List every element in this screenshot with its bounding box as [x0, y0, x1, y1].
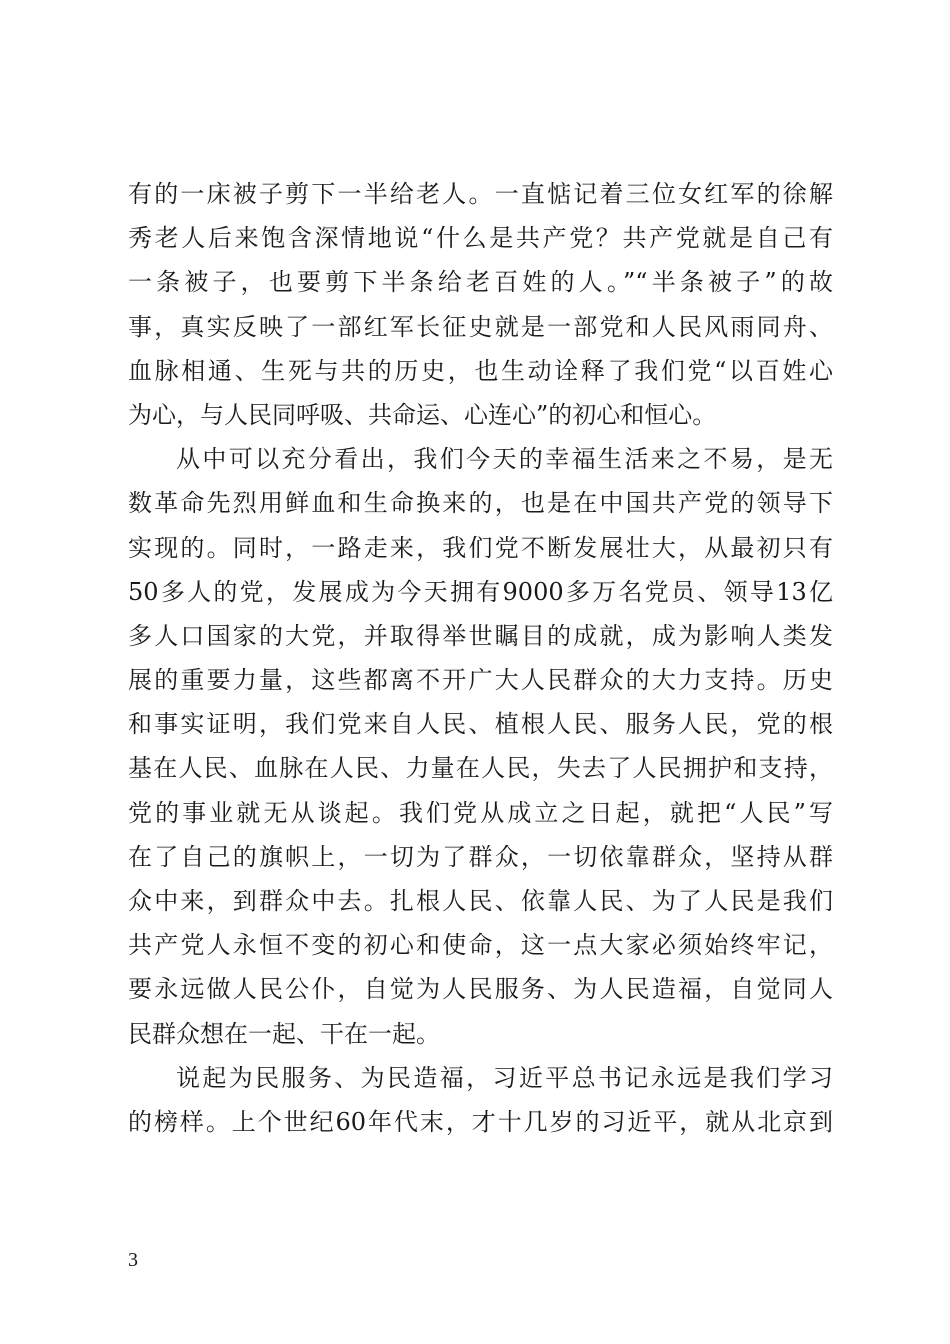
body-text: [128, 172, 833, 1144]
text-line: 一条被子，也要剪下半条给老百姓的人。”“半条被子”的故: [128, 268, 833, 297]
text-line: 共产党人永恒不变的初心和使命，这一点大家必须始终牢记，: [128, 931, 833, 960]
text-line: 血脉相通、生死与共的历史，也生动诠释了我们党“以百姓心: [128, 356, 833, 385]
text-line: 秀老人后来饱含深情地说“什么是共产党？共产党就是自己有: [128, 224, 833, 253]
text-line: 的榜样。上个世纪60年代末，才十几岁的习近平，就从北京到: [128, 1107, 833, 1136]
paragraph-3: [128, 1056, 833, 1144]
paragraph-2: [128, 437, 833, 1056]
text-line: 为心，与人民同呼吸、共命运、心连心”的初心和恒心。: [128, 400, 717, 429]
text-line: 基在人民、血脉在人民、力量在人民，失去了人民拥护和支持，: [128, 754, 833, 783]
text-line: 和事实证明，我们党来自人民、植根人民、服务人民，党的根: [128, 710, 833, 739]
text-line: 数革命先烈用鲜血和生命换来的，也是在中国共产党的领导下: [128, 489, 833, 518]
text-line: 事，真实反映了一部红军长征史就是一部党和人民风雨同舟、: [128, 312, 833, 341]
paragraph-1: [128, 172, 833, 437]
text-line: 多人口国家的大党，并取得举世瞩目的成就，成为影响人类发: [128, 621, 833, 650]
text-line: 有的一床被子剪下一半给老人。一直惦记着三位女红军的徐解: [128, 180, 833, 208]
page-number: 3: [128, 1249, 138, 1271]
text-line: 众中来，到群众中去。扎根人民、依靠人民、为了人民是我们: [128, 887, 833, 915]
text-line: 说起为民服务、为民造福，习近平总书记永远是我们学习: [176, 1063, 833, 1092]
text-line: 民群众想在一起、干在一起。: [128, 1019, 440, 1048]
text-line: 50多人的党，发展成为今天拥有9000多万名党员、领导13亿: [128, 577, 833, 606]
text-line: 要永远做人民公仆，自觉为人民服务、为人民造福，自觉同人: [128, 975, 833, 1004]
text-line: 党的事业就无从谈起。我们党从成立之日起，就把“人民”写: [128, 798, 833, 827]
text-line: 在了自己的旗帜上，一切为了群众，一切依靠群众，坚持从群: [128, 842, 833, 871]
text-line: 实现的。同时，一路走来，我们党不断发展壮大，从最初只有: [128, 533, 833, 562]
text-line: 展的重要力量，这些都离不开广大人民群众的大力支持。历史: [128, 666, 833, 695]
text-line: 从中可以充分看出，我们今天的幸福生活来之不易，是无: [176, 445, 833, 474]
